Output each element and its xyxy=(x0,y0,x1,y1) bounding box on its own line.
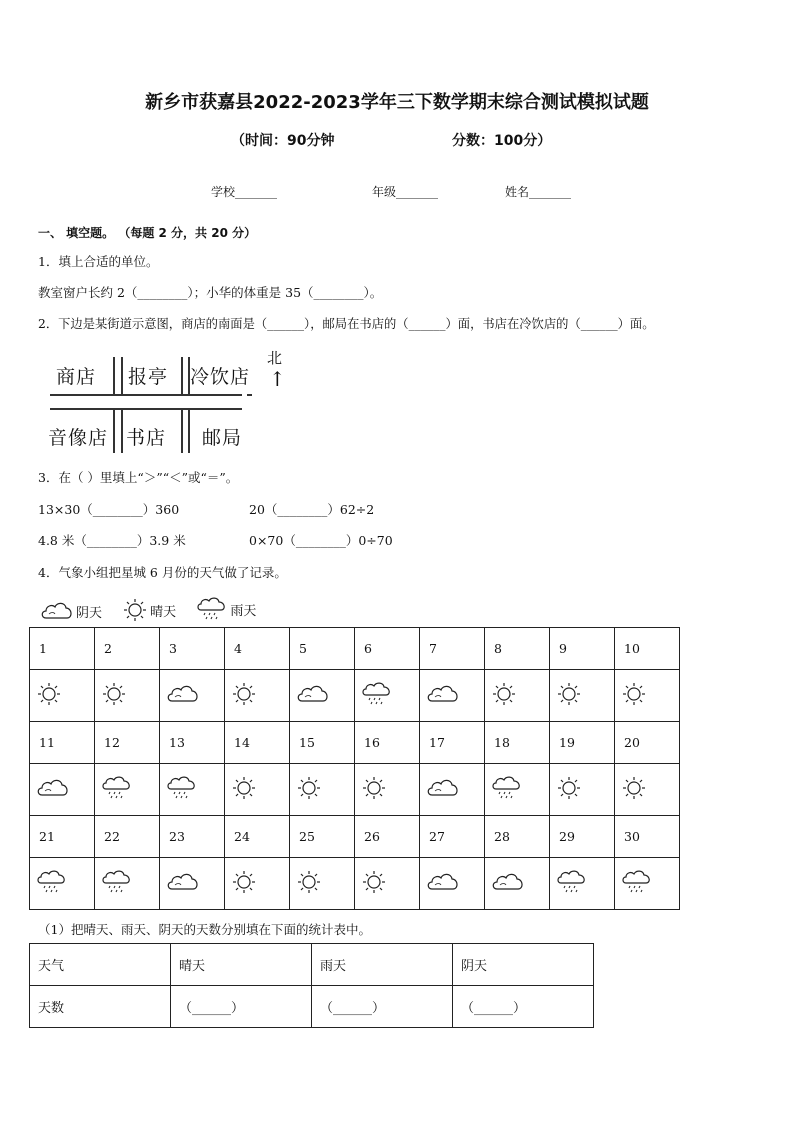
day-number-row xyxy=(30,816,680,858)
day-number: 19 xyxy=(550,722,615,764)
map-label-post-office: 邮局 xyxy=(202,427,243,449)
day-number: 25 xyxy=(290,816,355,858)
stats-count-row xyxy=(30,986,594,1028)
exam-time: （时间：90分钟 xyxy=(231,133,335,149)
weather-stats-table xyxy=(29,943,594,1028)
rain-icon xyxy=(361,681,393,707)
day-weather-cell xyxy=(355,764,420,816)
q3-item-4: 0×70（________）0÷70 xyxy=(249,533,393,548)
sun-icon xyxy=(556,682,582,706)
rain-icon xyxy=(101,775,133,801)
day-weather-cell xyxy=(95,670,160,722)
day-weather-row xyxy=(30,858,680,910)
rain-icon xyxy=(491,775,523,801)
day-weather-cell xyxy=(160,858,225,910)
day-weather-cell xyxy=(550,670,615,722)
q3-stem: 3．在（ ）里填上“＞”“＜”或“＝”。 xyxy=(38,470,239,485)
sun-icon xyxy=(621,682,647,706)
day-weather-cell xyxy=(420,764,485,816)
sun-icon xyxy=(296,776,322,800)
cloud-icon xyxy=(166,871,200,893)
day-weather-cell xyxy=(485,858,550,910)
q3-item-2: 20（________）62÷2 xyxy=(249,502,375,517)
cloud-icon xyxy=(36,777,70,799)
day-weather-cell xyxy=(550,764,615,816)
map-label-kiosk: 报亭 xyxy=(128,366,169,388)
sun-icon xyxy=(361,870,387,894)
map-label-shop: 商店 xyxy=(56,366,97,388)
day-weather-cell xyxy=(290,764,355,816)
street-map xyxy=(42,345,302,457)
day-weather-cell xyxy=(290,670,355,722)
day-number: 3 xyxy=(160,628,225,670)
north-label: 北 xyxy=(267,349,284,367)
map-label-drink-shop: 冷饮店 xyxy=(190,366,251,388)
north-arrow-icon: ↑ xyxy=(269,367,287,391)
day-number-row xyxy=(30,628,680,670)
grade-field[interactable]: 年级_______ xyxy=(372,185,439,199)
cloud-icon xyxy=(426,683,460,705)
legend-rainy: 雨天 xyxy=(230,603,257,619)
day-number: 5 xyxy=(290,628,355,670)
day-weather-row xyxy=(30,764,680,816)
map-label-av-shop: 音像店 xyxy=(48,427,109,449)
day-weather-cell xyxy=(95,764,160,816)
day-weather-cell xyxy=(355,858,420,910)
day-number: 30 xyxy=(615,816,680,858)
weather-record-table xyxy=(29,627,680,910)
day-weather-cell xyxy=(30,858,95,910)
sun-icon xyxy=(296,870,322,894)
day-number: 29 xyxy=(550,816,615,858)
school-field[interactable]: 学校_______ xyxy=(211,185,278,199)
day-number: 1 xyxy=(30,628,95,670)
rain-icon xyxy=(621,869,653,895)
q3-item-1: 13×30（________）360 xyxy=(38,502,180,517)
day-number: 27 xyxy=(420,816,485,858)
day-weather-cell xyxy=(615,858,680,910)
q4-stem: 4．气象小组把星城 6 月份的天气做了记录。 xyxy=(38,565,287,580)
day-weather-cell xyxy=(290,858,355,910)
cloud-icon xyxy=(491,871,525,893)
day-weather-cell xyxy=(225,858,290,910)
day-weather-cell xyxy=(160,764,225,816)
cloud-icon xyxy=(296,683,330,705)
sun-icon xyxy=(231,776,257,800)
day-weather-cell xyxy=(225,670,290,722)
day-weather-cell xyxy=(30,670,95,722)
sun-icon xyxy=(231,682,257,706)
weather-legend xyxy=(40,596,272,626)
day-number: 28 xyxy=(485,816,550,858)
rain-icon xyxy=(196,596,228,622)
stats-header-rainy: 雨天 xyxy=(312,944,453,986)
sun-icon xyxy=(621,776,647,800)
q2-stem: 2．下边是某街道示意图，商店的南面是（______），邮局在书店的（______）面，书店在冷饮店的（______）面。 xyxy=(38,317,655,331)
sun-icon xyxy=(101,682,127,706)
day-number: 23 xyxy=(160,816,225,858)
section-heading: 一、 填空题。 （每题 2 分，共 20 分） xyxy=(38,226,257,240)
rain-icon xyxy=(166,775,198,801)
stats-header-weather: 天气 xyxy=(30,944,171,986)
day-number: 20 xyxy=(615,722,680,764)
stats-header-cloudy: 阴天 xyxy=(453,944,594,986)
day-number: 12 xyxy=(95,722,160,764)
stats-header-sunny: 晴天 xyxy=(171,944,312,986)
day-weather-cell xyxy=(30,764,95,816)
sun-icon xyxy=(491,682,517,706)
day-number: 7 xyxy=(420,628,485,670)
legend-sunny: 晴天 xyxy=(150,604,177,620)
day-weather-cell xyxy=(550,858,615,910)
sun-icon xyxy=(361,776,387,800)
day-weather-cell xyxy=(615,764,680,816)
day-weather-cell xyxy=(485,764,550,816)
day-number: 6 xyxy=(355,628,420,670)
cloud-icon xyxy=(166,683,200,705)
exam-score: 分数：100分） xyxy=(452,133,552,149)
day-weather-cell xyxy=(420,670,485,722)
cloud-icon xyxy=(426,777,460,799)
map-label-bookstore: 书店 xyxy=(126,427,167,449)
day-number: 13 xyxy=(160,722,225,764)
day-number: 24 xyxy=(225,816,290,858)
day-number: 15 xyxy=(290,722,355,764)
day-weather-cell xyxy=(95,858,160,910)
rainy-count-blank[interactable]: （______） xyxy=(312,986,453,1028)
page-title: 新乡市获嘉县2022-2023学年三下数学期末综合测试模拟试题 xyxy=(145,92,649,113)
day-weather-cell xyxy=(225,764,290,816)
day-number: 11 xyxy=(30,722,95,764)
cloudy-count-blank[interactable]: （______） xyxy=(453,986,594,1028)
day-number: 8 xyxy=(485,628,550,670)
sun-icon xyxy=(36,682,62,706)
day-weather-cell xyxy=(615,670,680,722)
day-number: 10 xyxy=(615,628,680,670)
q1-text: 教室窗户长约 2（________）；小华的体重是 35（________）。 xyxy=(38,285,383,300)
day-weather-cell xyxy=(485,670,550,722)
cloud-icon xyxy=(40,600,74,622)
sun-icon xyxy=(122,598,148,622)
day-weather-cell xyxy=(160,670,225,722)
sunny-count-blank[interactable]: （______） xyxy=(171,986,312,1028)
legend-cloudy: 阴天 xyxy=(76,605,103,621)
q4-sub1: （1）把晴天、雨天、阴天的天数分别填在下面的统计表中。 xyxy=(38,922,371,937)
rain-icon xyxy=(556,869,588,895)
day-number: 22 xyxy=(95,816,160,858)
day-number: 18 xyxy=(485,722,550,764)
day-weather-cell xyxy=(355,670,420,722)
day-weather-cell xyxy=(420,858,485,910)
day-number: 14 xyxy=(225,722,290,764)
day-number: 17 xyxy=(420,722,485,764)
name-field[interactable]: 姓名_______ xyxy=(505,185,572,199)
stats-row-label: 天数 xyxy=(30,986,171,1028)
day-weather-row xyxy=(30,670,680,722)
day-number: 9 xyxy=(550,628,615,670)
rain-icon xyxy=(101,869,133,895)
day-number: 16 xyxy=(355,722,420,764)
day-number: 4 xyxy=(225,628,290,670)
rain-icon xyxy=(36,869,68,895)
day-number-row xyxy=(30,722,680,764)
q1-stem: 1．填上合适的单位。 xyxy=(38,254,159,269)
day-number: 26 xyxy=(355,816,420,858)
day-number: 2 xyxy=(95,628,160,670)
cloud-icon xyxy=(426,871,460,893)
q3-item-3: 4.8 米（________）3.9 米 xyxy=(38,533,186,548)
sun-icon xyxy=(231,870,257,894)
day-number: 21 xyxy=(30,816,95,858)
sun-icon xyxy=(556,776,582,800)
stats-header-row xyxy=(30,944,594,986)
